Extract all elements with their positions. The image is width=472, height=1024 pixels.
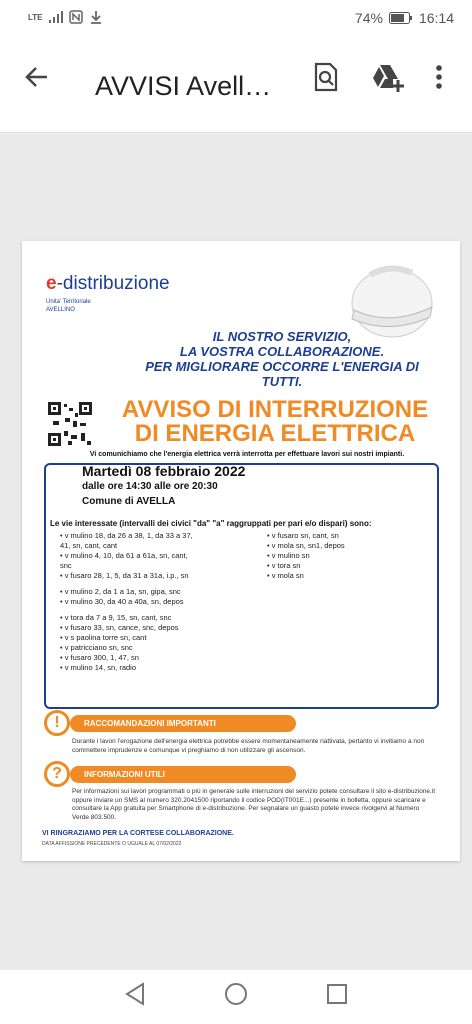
streets-col-2 [267,531,437,581]
street-item: • v tora sn [267,561,301,570]
qr-code [47,401,93,447]
battery-icon [389,12,413,24]
outage-date: Martedì 08 febbraio 2022 [82,463,246,479]
streets-col-1 [60,531,260,673]
street-item: • v mulino sn [267,551,310,560]
clock: 16:14 [418,10,454,26]
slogan-line3: PER MIGLIORARE OCCORRE L'ENERGIA DI TUTTI. [145,359,419,389]
street-item: • v mulino 18, da 26 a 38, 1, da 33 a 37, [60,531,193,540]
recommendations-text: Durante i lavori l'erogazione dell'energia elettrica potrebbe essere momentaneamente riattivata, pertanto vi invitiamo a non commettere imprudenze e comunque vi preghiamo di non utilizzare gli ascensori. [72,738,425,754]
info-text: Per informazioni sui lavori programmati o più in generale sulle interruzioni del servizio potete consultare il sito e-distribuzione.it oppure inviare un SMS al numero 320.2041500 riportando il codice POD(IT001E...) presente in bolletta, oppure scaricare e consultare la App gratuita per Smartphone di e-distribuzione. Per segnalare un guasto potete invece rivolgervi al Numero Verde 803.500. [72,788,436,821]
nav-back-icon[interactable] [124,982,146,1006]
outage-hours: dalle ore 14:30 alle ore 20:30 [82,481,218,492]
logo [46,273,170,295]
posting-date: DATA AFFISSIONE PRECEDENTE O UGUALE AL 07/02/2022 [42,841,182,847]
recommendations-header: RACCOMANDAZIONI IMPORTANTI [70,715,296,732]
unit-label [46,298,91,314]
outage-town: Comune di AVELLA [82,496,176,507]
question-icon: ? [44,761,70,787]
logo-e: e [46,273,57,294]
intro-text: Vi comunichiamo che l'energia elettrica verrà interrotta per effettuare lavori sui nostri impianti. [89,451,405,458]
street-item: • v mulino 2, da 1 a 1a, sn, gipa, snc [60,587,181,596]
download-icon [89,10,103,24]
street-item: • v fusaro sn, cant, sn [267,531,339,540]
notice-heading-line1: AVVISO DI INTERRUZIONE [121,396,429,423]
nav-home-icon[interactable] [224,982,248,1006]
signal-icon [49,11,63,23]
system-nav-bar [0,970,472,1024]
notice-heading [100,398,450,446]
slogan-line1: IL NOSTRO SERVIZIO, [212,329,352,344]
unit-line2: AVELLINO [46,307,75,313]
streets-title: Le vie interessate (intervalli dei civici "da" "a" raggruppati per pari e/o dispari) sono: [50,519,372,528]
street-item: • v tora da 7 a 9, 15, sn, cant, snc [60,613,172,622]
nfc-icon [69,10,83,24]
street-item: • v mulino 4, 10, da 61 a 61a, sn, cant, [60,551,188,560]
status-bar [0,0,472,38]
doc-search-icon[interactable] [312,62,342,92]
drive-add-icon[interactable] [371,62,405,92]
info-header: INFORMAZIONI UTILI [70,766,296,783]
street-item: snc [60,561,72,570]
street-item: • v patricciano sn, snc [60,643,133,652]
street-item: • v s paolina torre sn, cant [60,633,147,642]
nav-recents-icon[interactable] [326,982,348,1006]
document-page [22,241,460,861]
document-viewer[interactable] [0,134,472,970]
street-item: • v mulino 14, sn, radio [60,663,136,672]
network-label: LTE [28,12,43,22]
exclamation-icon: ! [44,710,70,736]
slogan [132,329,432,389]
street-item: • v mulino 30, da 40 a 40a, sn, depos [60,597,184,606]
back-arrow-icon[interactable] [22,63,52,99]
logo-text: -distribuzione [56,273,170,294]
street-item: • v fusaro 300, 1, 47, sn [60,653,139,662]
slogan-line2: LA VOSTRA COLLABORAZIONE. [179,344,385,359]
thanks-text: VI RINGRAZIAMO PER LA CORTESE COLLABORAZIONE. [42,830,234,837]
more-vert-icon[interactable] [432,62,446,92]
street-item: 41, sn, cant, cant [60,541,118,550]
notice-heading-line2: DI ENERGIA ELETTRICA [134,420,416,447]
unit-line1: Unita' Territoriale [46,299,91,305]
street-item: • v fusaro 28, 1, 5, da 31 a 31a, i.p., sn [60,571,189,580]
street-item: • v mola sn, sn1, depos [267,541,345,550]
document-title: AVVISI Avell… [95,71,272,101]
street-item: • v mola sn [267,571,304,580]
battery-percent: 74% [354,10,383,26]
street-item: • v fusaro 33, sn, cance, snc, depos [60,623,179,632]
app-bar [0,38,472,133]
